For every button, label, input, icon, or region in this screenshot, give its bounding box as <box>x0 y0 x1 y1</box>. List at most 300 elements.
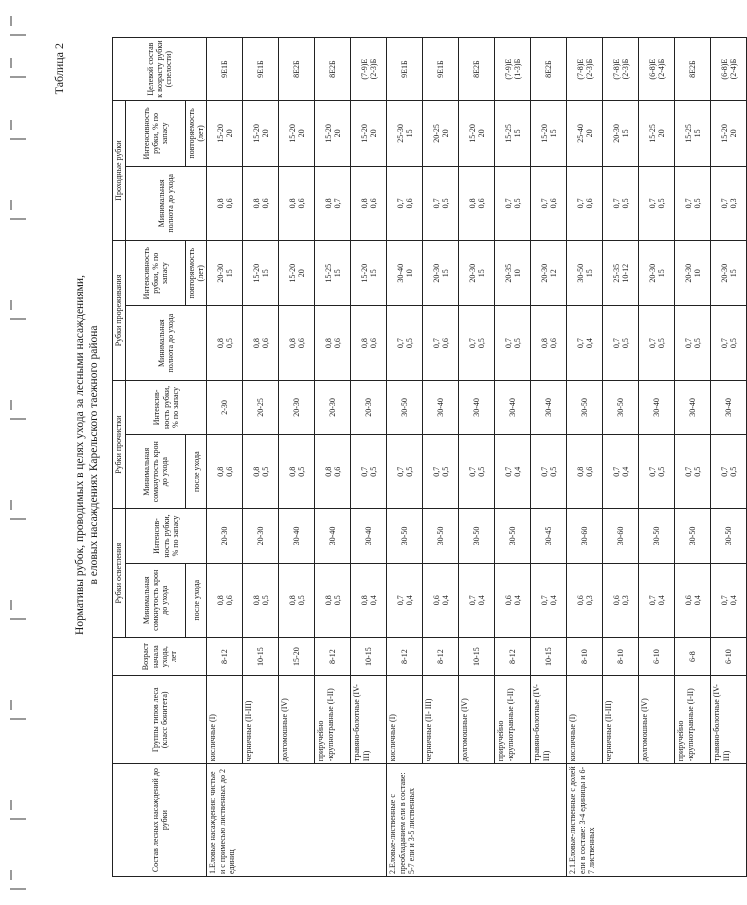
cell-osv-int: 30-45 <box>531 509 567 563</box>
cell-prh-min <box>279 166 315 240</box>
cell-pro-int: 30-40 <box>711 380 747 434</box>
cell-value: 0,6 <box>404 198 414 209</box>
cell-value: 0,7 <box>332 198 342 209</box>
cell-value: 0,4 <box>512 595 522 606</box>
cell-value: (6-8)Е <box>647 58 657 80</box>
cell-value: 0,7 <box>539 466 549 477</box>
cell-pro-min <box>387 434 423 508</box>
cell-value: 0,5 <box>692 198 702 209</box>
cell-pro-int: 30-40 <box>495 380 531 434</box>
cell-prr-min <box>459 306 495 380</box>
header-composition: Состав лесных насаждений до рубки <box>113 764 207 877</box>
table-row <box>675 38 711 877</box>
cell-value: 0,5 <box>548 466 558 477</box>
cell-age: 10-15 <box>243 637 279 675</box>
cell-value: 15 <box>584 269 594 278</box>
cell-value: 20-30 <box>611 124 621 143</box>
cell-value: 0,7 <box>431 466 441 477</box>
cell-value: 0,6 <box>575 595 585 606</box>
cell-value: 0,6 <box>224 198 234 209</box>
cell-value: 0,7 <box>575 338 585 349</box>
cell-value: 0,6 <box>368 338 378 349</box>
cell-value: 0,5 <box>476 466 486 477</box>
cell-value: 15-20 <box>287 124 297 143</box>
cell-value: 0,6 <box>431 595 441 606</box>
cell-value: 20 <box>224 129 234 138</box>
cell-value: 0,8 <box>251 198 261 209</box>
cell-prr-int <box>567 241 603 306</box>
table-number-label: Таблица 2 <box>52 43 66 95</box>
cell-pro-min <box>315 434 351 508</box>
cell-value: 15-20 <box>323 124 333 143</box>
rotated-page <box>48 25 738 885</box>
cell-prr-min <box>639 306 675 380</box>
cell-value: 0,5 <box>404 338 414 349</box>
cell-value: 20-30 <box>539 263 549 283</box>
cell-value: 0,8 <box>251 595 261 606</box>
table-row <box>315 38 351 877</box>
cell-age: 10-15 <box>459 637 495 675</box>
cell-value: 15-20 <box>467 124 477 143</box>
cell-age: 10-15 <box>351 637 387 675</box>
norms-table <box>112 37 747 877</box>
cell-pro-int: 20-30 <box>315 380 351 434</box>
table-title-line2: в еловых насаждениях Карельского таежного района <box>88 325 100 585</box>
group-label: 2.1.Еловые-лиственные с долей ели в составе: 3-4 единицы и 6-7 лиственных <box>567 764 747 877</box>
cell-value: 0,7 <box>575 198 585 209</box>
cell-prh-min <box>675 166 711 240</box>
cell-value: 0,7 <box>467 466 477 477</box>
cell-value: 25-35 <box>611 263 621 283</box>
cell-prr-int <box>459 241 495 306</box>
cell-value: 15-20 <box>719 124 729 143</box>
cell-value: 15-25 <box>503 124 513 143</box>
cell-value: 20 <box>656 129 666 138</box>
cell-prr-int <box>315 241 351 306</box>
cell-prh-int <box>243 101 279 166</box>
cell-value: 0,8 <box>359 198 369 209</box>
cell-osv-int: 30-50 <box>711 509 747 563</box>
cell-value: 0,6 <box>683 595 693 606</box>
cell-value: 15 <box>404 129 414 138</box>
cell-value: 20-30 <box>683 263 693 283</box>
group-label: 1.Еловые насаждения: чистые и с примесью лиственных до 2 единиц <box>207 764 387 877</box>
cell-value: 0,6 <box>332 466 342 477</box>
cell-value: (2-4)Б <box>656 58 666 80</box>
cell-value: 20 <box>440 129 450 138</box>
cell-value: 0,8 <box>323 466 333 477</box>
cell-value: 20-30 <box>719 263 729 283</box>
cell-value: 15-20 <box>359 124 369 143</box>
header-target-composition: Целевой состав к возрасту рубки (спелости) <box>113 38 207 101</box>
cell-prr-int <box>495 241 531 306</box>
cell-value: 0,8 <box>575 466 585 477</box>
cell-value: 0,7 <box>683 198 693 209</box>
cell-prh-int <box>603 101 639 166</box>
cell-prh-int <box>279 101 315 166</box>
table-row <box>387 38 423 877</box>
cell-value: 0,5 <box>692 338 702 349</box>
cell-age: 15-20 <box>279 637 315 675</box>
cell-prr-int <box>351 241 387 306</box>
cell-prr-int <box>423 241 459 306</box>
cell-value: 0,6 <box>584 466 594 477</box>
cell-value: 0,5 <box>656 466 666 477</box>
cell-prh-min <box>711 166 747 240</box>
cell-type: травяно-болотные (IV-III) <box>351 676 387 764</box>
table-body <box>207 38 747 877</box>
cell-osv-min <box>567 563 603 637</box>
cell-prh-min <box>387 166 423 240</box>
cell-value: 15-20 <box>251 263 261 283</box>
cell-age: 10-15 <box>531 637 567 675</box>
cell-target <box>495 38 531 101</box>
cell-value: 15 <box>656 269 666 278</box>
cell-value: 0,5 <box>260 466 270 477</box>
cell-prh-int <box>639 101 675 166</box>
cell-osv-int: 30-60 <box>603 509 639 563</box>
cell-prh-int <box>567 101 603 166</box>
cell-value: 15 <box>332 269 342 278</box>
cell-prr-int <box>279 241 315 306</box>
cell-type: черничные (II-III) <box>603 676 639 764</box>
cell-pro-int: 30-50 <box>603 380 639 434</box>
cell-value: 30-50 <box>575 263 585 283</box>
cell-value: 0,5 <box>368 466 378 477</box>
cell-target <box>639 38 675 101</box>
header-start-age: Возраст начала ухода, лет <box>113 637 207 675</box>
cell-prr-min <box>315 306 351 380</box>
cell-osv-int: 30-40 <box>351 509 387 563</box>
table-row <box>711 38 747 877</box>
cell-prr-int <box>603 241 639 306</box>
cell-age: 8-10 <box>603 637 639 675</box>
cell-value: 20 <box>368 129 378 138</box>
cell-value: 0,5 <box>656 338 666 349</box>
cell-prh-min <box>423 166 459 240</box>
cell-age: 8-12 <box>495 637 531 675</box>
table-row <box>603 38 639 877</box>
cell-osv-int: 30-60 <box>567 509 603 563</box>
cell-pro-min <box>423 434 459 508</box>
cell-target <box>351 38 387 101</box>
cell-value: 0,7 <box>719 466 729 477</box>
cell-value: 15 <box>512 129 522 138</box>
table-row <box>531 38 567 877</box>
cell-prr-min <box>675 306 711 380</box>
cell-osv-min <box>603 563 639 637</box>
cell-target: 9Е1Б <box>243 38 279 101</box>
cell-osv-min <box>351 563 387 637</box>
cell-value: 20-30 <box>467 263 477 283</box>
cell-value: (2-3)Б <box>620 58 630 80</box>
cell-pro-min <box>459 434 495 508</box>
cell-prh-int <box>423 101 459 166</box>
cell-value: 15 <box>476 269 486 278</box>
cell-value: 15 <box>260 269 270 278</box>
cell-value: (2-4)Б <box>728 58 738 80</box>
cell-value: 25-30 <box>395 124 405 143</box>
cell-value: 0,5 <box>656 198 666 209</box>
cell-value: 10 <box>512 269 522 278</box>
cell-type: кисличные (I) <box>567 676 603 764</box>
cell-value: 0,6 <box>224 466 234 477</box>
cell-value: 20 <box>296 129 306 138</box>
cell-value: 15-20 <box>359 263 369 283</box>
table-row <box>639 38 675 877</box>
cell-pro-int: 30-50 <box>387 380 423 434</box>
cell-pro-min <box>279 434 315 508</box>
cell-value: 0,7 <box>503 198 513 209</box>
cell-osv-int: 30-50 <box>675 509 711 563</box>
cell-pro-int: 30-50 <box>567 380 603 434</box>
cell-prh-min <box>603 166 639 240</box>
cell-value: 0,7 <box>359 466 369 477</box>
cell-value: 25-40 <box>575 124 585 143</box>
cell-value: (2-3)Б <box>368 58 378 80</box>
cell-value: 0,6 <box>368 198 378 209</box>
header-after-care-pro: после ухода <box>186 434 207 508</box>
cell-value: 15-25 <box>647 124 657 143</box>
cell-prh-min <box>639 166 675 240</box>
cell-osv-min <box>423 563 459 637</box>
cell-value: 0,7 <box>611 338 621 349</box>
cell-osv-min <box>387 563 423 637</box>
cell-osv-min <box>531 563 567 637</box>
cell-value: 0,6 <box>611 595 621 606</box>
cell-value: 15 <box>224 269 234 278</box>
cell-value: 0,4 <box>548 595 558 606</box>
cell-pro-min <box>711 434 747 508</box>
cell-type: долгомошные (IV) <box>459 676 495 764</box>
cell-value: 0,6 <box>548 338 558 349</box>
table-row <box>243 38 279 877</box>
cell-value: 0,4 <box>476 595 486 606</box>
cell-value: 0,7 <box>467 595 477 606</box>
cell-value: 0,6 <box>332 338 342 349</box>
group-label: 2.Еловые-лиственные с преобладанием ели в составе: 5-7 ели и 3-5 лиственных <box>387 764 567 877</box>
cell-age: 6-10 <box>711 637 747 675</box>
cell-prr-int <box>243 241 279 306</box>
cell-target: 8Е2Б <box>315 38 351 101</box>
cell-value: 0,8 <box>215 338 225 349</box>
header-min-prokhodnye: Минимальная полнота до ухода <box>126 166 207 240</box>
cell-type: кисличные (I) <box>207 676 243 764</box>
cell-value: 0,5 <box>512 198 522 209</box>
cell-age: 8-12 <box>387 637 423 675</box>
cell-value: 0,6 <box>296 338 306 349</box>
cell-age: 6-8 <box>675 637 711 675</box>
cell-value: 20 <box>728 129 738 138</box>
cell-type: травяно-болотные (IV-III) <box>531 676 567 764</box>
cell-value: 0,4 <box>368 595 378 606</box>
cell-value: (7-9)Е <box>359 58 369 80</box>
table-title-line1: Нормативы рубок, проводимых в целях ухода за лесными насаждениями, <box>74 275 86 635</box>
cell-value: 0,8 <box>287 198 297 209</box>
cell-type: черничные (II-III) <box>243 676 279 764</box>
cell-value: 0,7 <box>431 198 441 209</box>
cell-type: приручейно -крупнотравные (I-II) <box>315 676 351 764</box>
cell-age: 8-12 <box>423 637 459 675</box>
cell-pro-min <box>567 434 603 508</box>
header-min-prochistka: Минимальная сомкнутость крон до ухода <box>126 434 186 508</box>
cell-prr-min <box>279 306 315 380</box>
cell-value: 10 <box>692 269 702 278</box>
cell-value: 0,6 <box>440 338 450 349</box>
cell-prh-min <box>315 166 351 240</box>
table-row <box>423 38 459 877</box>
cell-target <box>603 38 639 101</box>
cell-value: 0,7 <box>611 466 621 477</box>
cell-prr-int <box>711 241 747 306</box>
cell-pro-int: 30-40 <box>531 380 567 434</box>
cell-value: 0,7 <box>683 466 693 477</box>
cell-value: 15 <box>728 269 738 278</box>
cell-value: 0,8 <box>359 595 369 606</box>
cell-pro-min <box>675 434 711 508</box>
cell-value: 0,8 <box>359 338 369 349</box>
cell-pro-min <box>531 434 567 508</box>
cell-value: 0,8 <box>323 198 333 209</box>
cell-value: 0,7 <box>431 338 441 349</box>
cell-value: 0,7 <box>647 466 657 477</box>
cell-value: 20-25 <box>431 124 441 143</box>
cell-value: 0,5 <box>440 466 450 477</box>
cell-value: 0,8 <box>539 338 549 349</box>
cell-osv-int: 30-50 <box>387 509 423 563</box>
table-row <box>351 38 387 877</box>
cell-value: 0,6 <box>548 198 558 209</box>
cell-osv-int: 20-30 <box>207 509 243 563</box>
cell-prr-min <box>207 306 243 380</box>
cell-type: черничные (II- III) <box>423 676 459 764</box>
cell-prr-int <box>675 241 711 306</box>
cell-prh-int <box>387 101 423 166</box>
cell-type: приручейно -крупнотравные (I-II) <box>675 676 711 764</box>
cell-osv-min <box>207 563 243 637</box>
cell-value: 15 <box>548 129 558 138</box>
cell-value: 0,7 <box>503 466 513 477</box>
header-after-care-osv: после ухода <box>186 563 207 637</box>
cell-age: 8-10 <box>567 637 603 675</box>
cell-value: 0,5 <box>332 595 342 606</box>
table-row <box>207 38 243 877</box>
cell-value: 0,7 <box>647 338 657 349</box>
cell-pro-int: 20-25 <box>243 380 279 434</box>
cell-prr-int <box>207 241 243 306</box>
cell-value: 0,4 <box>584 338 594 349</box>
binder-holes <box>0 0 40 905</box>
cell-target <box>567 38 603 101</box>
cell-value: 20 <box>332 129 342 138</box>
cell-osv-int: 30-50 <box>639 509 675 563</box>
table-row <box>279 38 315 877</box>
cell-value: 0,4 <box>728 595 738 606</box>
cell-prr-min <box>351 306 387 380</box>
cell-value: 0,8 <box>323 595 333 606</box>
header-min-osvetlenie: Минимальная сомкнутость крон до ухода <box>126 563 186 637</box>
cell-pro-min <box>243 434 279 508</box>
cell-type: приручейно -крупнотравные (I-II) <box>495 676 531 764</box>
cell-value: 0,5 <box>728 466 738 477</box>
cell-value: 0,5 <box>620 338 630 349</box>
cell-osv-min <box>675 563 711 637</box>
cell-value: 20 <box>260 129 270 138</box>
cell-value: 0,7 <box>611 198 621 209</box>
cell-pro-min <box>603 434 639 508</box>
cell-value: 0,5 <box>476 338 486 349</box>
cell-prh-min <box>351 166 387 240</box>
cell-prr-min <box>243 306 279 380</box>
cell-osv-int: 30-40 <box>315 509 351 563</box>
cell-type: кисличные (I) <box>387 676 423 764</box>
cell-pro-int: 2-30 <box>207 380 243 434</box>
cell-value: 10 <box>404 269 414 278</box>
cell-value: 0,7 <box>395 198 405 209</box>
cell-value: 0,3 <box>620 595 630 606</box>
header-group-prorezhivanie: Рубки прореживания <box>113 241 126 381</box>
cell-value: 15-25 <box>323 263 333 283</box>
cell-value: 0,6 <box>503 595 513 606</box>
cell-age: 8-12 <box>315 637 351 675</box>
cell-value: 20-35 <box>503 263 513 283</box>
cell-prh-min <box>567 166 603 240</box>
header-int-prochistka: Интенсивность рубки, % по запасу <box>126 380 207 434</box>
cell-osv-min <box>459 563 495 637</box>
cell-pro-int: 30-40 <box>459 380 495 434</box>
cell-value: 0,7 <box>539 198 549 209</box>
header-forest-type: Группы типов леса (класс бонитета) <box>113 676 207 764</box>
table-row <box>459 38 495 877</box>
cell-target: 8Е2Б <box>279 38 315 101</box>
cell-pro-min <box>495 434 531 508</box>
cell-prr-min <box>495 306 531 380</box>
cell-value: 0,5 <box>224 338 234 349</box>
cell-value: 0,4 <box>404 595 414 606</box>
cell-osv-min <box>243 563 279 637</box>
cell-value: 0,4 <box>656 595 666 606</box>
cell-value: 0,7 <box>467 338 477 349</box>
cell-osv-min <box>639 563 675 637</box>
cell-prr-int <box>639 241 675 306</box>
cell-osv-min <box>279 563 315 637</box>
header-int-osvetlenie: Интенсивность рубки, % по запасу <box>126 509 207 563</box>
cell-value: 0,5 <box>260 595 270 606</box>
cell-value: (6-8)Е <box>719 58 729 80</box>
cell-value: (7-8)Е <box>575 58 585 80</box>
cell-value: 20 <box>584 129 594 138</box>
cell-prh-int <box>711 101 747 166</box>
cell-value: 0,8 <box>251 338 261 349</box>
header-group-prokhodnye: Проходные рубки <box>113 101 126 241</box>
cell-value: 15-20 <box>215 124 225 143</box>
cell-value: 0,7 <box>683 338 693 349</box>
cell-value: 0,8 <box>251 466 261 477</box>
cell-value: 0,4 <box>512 466 522 477</box>
cell-pro-int: 30-40 <box>675 380 711 434</box>
cell-value: 0,6 <box>260 338 270 349</box>
cell-value: 15-20 <box>287 263 297 283</box>
cell-value: 0,7 <box>395 338 405 349</box>
cell-value: 0,4 <box>620 466 630 477</box>
cell-value: 15 <box>440 269 450 278</box>
cell-value: 0,7 <box>719 198 729 209</box>
cell-type: травяно-болотные (IV-III) <box>711 676 747 764</box>
cell-value: 0,8 <box>215 595 225 606</box>
cell-value: 0,5 <box>728 338 738 349</box>
cell-value: 0,7 <box>395 595 405 606</box>
cell-prr-int <box>387 241 423 306</box>
